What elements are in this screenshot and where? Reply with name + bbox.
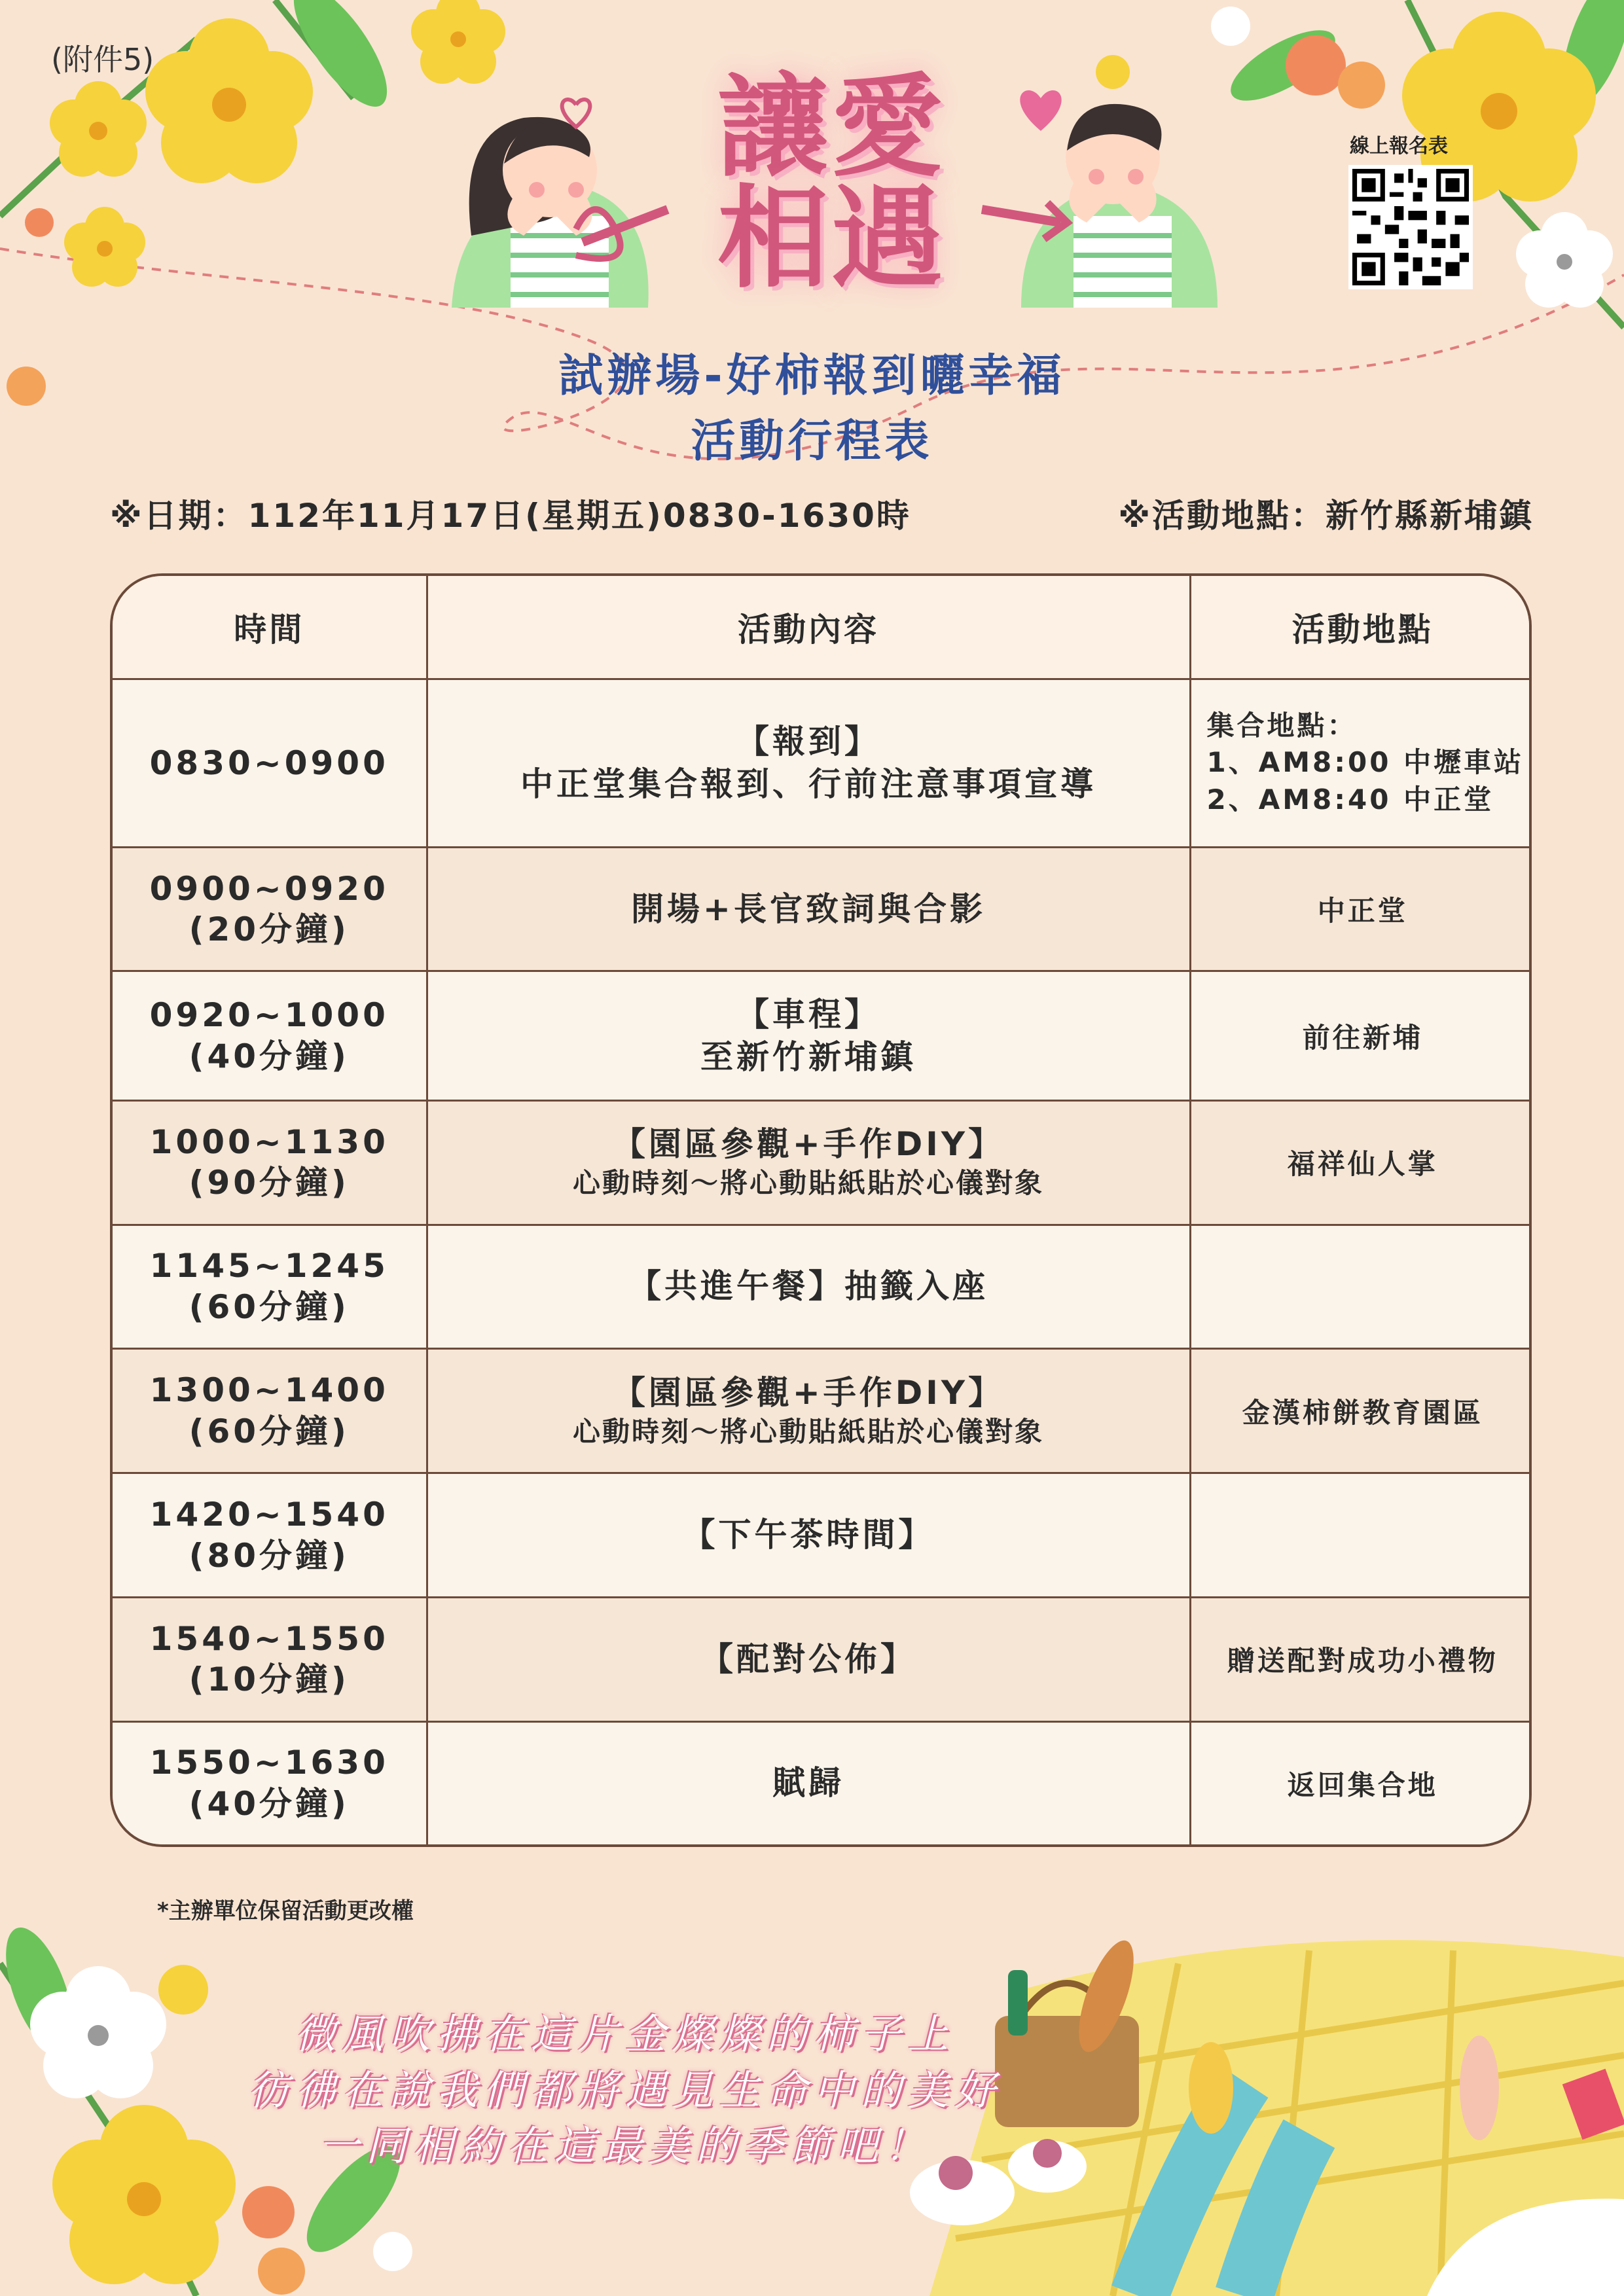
arrow-right-icon bbox=[982, 203, 1067, 239]
table-row bbox=[113, 847, 1532, 971]
time-range: 0900~0920 bbox=[149, 869, 389, 908]
cell-place: 返回集合地 bbox=[1190, 1721, 1532, 1844]
header-activity: 活動內容 bbox=[427, 576, 1190, 679]
activity-title: 【共進午餐】抽籤入座 bbox=[628, 1267, 988, 1306]
activity-title: 【下午茶時間】 bbox=[682, 1516, 935, 1554]
time-range: 1540~1550 bbox=[149, 1619, 389, 1658]
event-title bbox=[694, 63, 969, 304]
schedule-heading: 活動行程表 bbox=[691, 416, 933, 467]
cell-activity bbox=[427, 1225, 1190, 1349]
poem-line: 彷彿在說我們都將遇見生命中的美好 bbox=[247, 2066, 1002, 2114]
cell-place: 中正堂 bbox=[1190, 847, 1532, 971]
time-range: 1145~1245 bbox=[149, 1247, 389, 1285]
table-row bbox=[113, 1598, 1532, 1722]
time-range: 1300~1400 bbox=[149, 1371, 389, 1410]
poem-line: 一同相約在這最美的季節吧！ bbox=[318, 2122, 931, 2170]
event-date: ※日期：112年11月17日(星期五)0830-1630時 bbox=[110, 497, 911, 535]
cell-time bbox=[113, 971, 427, 1100]
table-row bbox=[113, 1349, 1532, 1473]
activity-title: 賦歸 bbox=[772, 1764, 844, 1803]
time-duration: (10分鐘) bbox=[189, 1660, 350, 1699]
time-duration: (90分鐘) bbox=[189, 1164, 350, 1202]
activity-subtitle: 心動時刻～將心動貼紙貼於心儀對象 bbox=[572, 1415, 1044, 1448]
activity-title: 【園區參觀+手作DIY】 bbox=[612, 1373, 1005, 1412]
cell-time bbox=[113, 847, 427, 971]
activity-title: 【園區參觀+手作DIY】 bbox=[612, 1125, 1005, 1164]
time-range: 0920~1000 bbox=[149, 996, 389, 1035]
activity-title: 開場+長官致詞與合影 bbox=[631, 889, 986, 928]
header-time: 時間 bbox=[113, 576, 427, 679]
cell-activity bbox=[427, 847, 1190, 971]
cell-activity bbox=[427, 1598, 1190, 1722]
cell-place: 前往新埔 bbox=[1190, 971, 1532, 1100]
cell-time bbox=[113, 1349, 427, 1473]
cell-activity bbox=[427, 1721, 1190, 1844]
cell-time bbox=[113, 1721, 427, 1844]
activity-detail: 至新竹新埔鎮 bbox=[700, 1037, 916, 1076]
cell-time bbox=[113, 679, 427, 848]
header-place: 活動地點 bbox=[1190, 576, 1532, 679]
place-line: 1、AM8:00 中壢車站 bbox=[1206, 746, 1525, 779]
activity-detail: 中正堂集合報到、行前注意事項宣導 bbox=[520, 764, 1096, 803]
cell-time bbox=[113, 1100, 427, 1225]
footnote: *主辦單位保留活動更改權 bbox=[157, 1898, 414, 1924]
time-range: 1000~1130 bbox=[149, 1122, 389, 1161]
cell-place bbox=[1190, 1225, 1532, 1349]
event-subtitle: 試辦場-好柿報到曬幸福 bbox=[558, 350, 1066, 402]
schedule-table bbox=[110, 573, 1532, 1847]
qr-label: 線上報名表 bbox=[1350, 135, 1448, 158]
cell-time bbox=[113, 1225, 427, 1349]
registration-qr-code-icon[interactable] bbox=[1348, 165, 1473, 289]
cell-activity bbox=[427, 1473, 1190, 1598]
table-header-row bbox=[113, 576, 1532, 679]
time-duration: (40分鐘) bbox=[189, 1784, 350, 1823]
time-range: 1420~1540 bbox=[149, 1496, 389, 1534]
cell-activity bbox=[427, 679, 1190, 848]
activity-title: 【車程】 bbox=[736, 995, 880, 1033]
cell-activity bbox=[427, 971, 1190, 1100]
table-row bbox=[113, 1225, 1532, 1349]
activity-title: 【報到】 bbox=[736, 722, 880, 761]
time-duration: (60分鐘) bbox=[189, 1287, 350, 1326]
table-row bbox=[113, 971, 1532, 1100]
place-line: 2、AM8:40 中正堂 bbox=[1206, 783, 1494, 816]
cell-time bbox=[113, 1473, 427, 1598]
time-duration: (60分鐘) bbox=[189, 1412, 350, 1450]
time-duration: (40分鐘) bbox=[189, 1037, 350, 1075]
cell-time bbox=[113, 1598, 427, 1722]
table-row bbox=[113, 1473, 1532, 1598]
table-row bbox=[113, 679, 1532, 848]
qr-code-icon bbox=[1352, 169, 1469, 285]
cell-place: 金漢柿餅教育園區 bbox=[1190, 1349, 1532, 1473]
attachment-label: (附件5) bbox=[51, 42, 154, 77]
place-line: 集合地點： bbox=[1206, 709, 1358, 742]
event-title-line1: 讓愛 bbox=[717, 63, 945, 192]
event-location: ※活動地點：新竹縣新埔鎮 bbox=[1118, 497, 1534, 535]
time-duration: (80分鐘) bbox=[189, 1536, 350, 1575]
poem-text bbox=[216, 2006, 1034, 2174]
activity-title: 【配對公佈】 bbox=[700, 1640, 916, 1678]
cell-activity bbox=[427, 1349, 1190, 1473]
cell-activity bbox=[427, 1100, 1190, 1225]
cell-place: 福祥仙人掌 bbox=[1190, 1100, 1532, 1225]
poem-line: 微風吹拂在這片金燦燦的柿子上 bbox=[295, 2010, 955, 2058]
time-range: 0830~0900 bbox=[149, 744, 389, 782]
cell-place bbox=[1190, 679, 1532, 848]
table-row bbox=[113, 1100, 1532, 1225]
table-row bbox=[113, 1721, 1532, 1844]
activity-subtitle: 心動時刻～將心動貼紙貼於心儀對象 bbox=[572, 1167, 1044, 1200]
event-title-line2: 相遇 bbox=[717, 174, 945, 304]
girl-illustration-icon bbox=[452, 117, 649, 308]
cell-place bbox=[1190, 1473, 1532, 1598]
cell-place: 贈送配對成功小禮物 bbox=[1190, 1598, 1532, 1722]
time-duration: (20分鐘) bbox=[189, 910, 350, 949]
time-range: 1550~1630 bbox=[149, 1744, 389, 1782]
